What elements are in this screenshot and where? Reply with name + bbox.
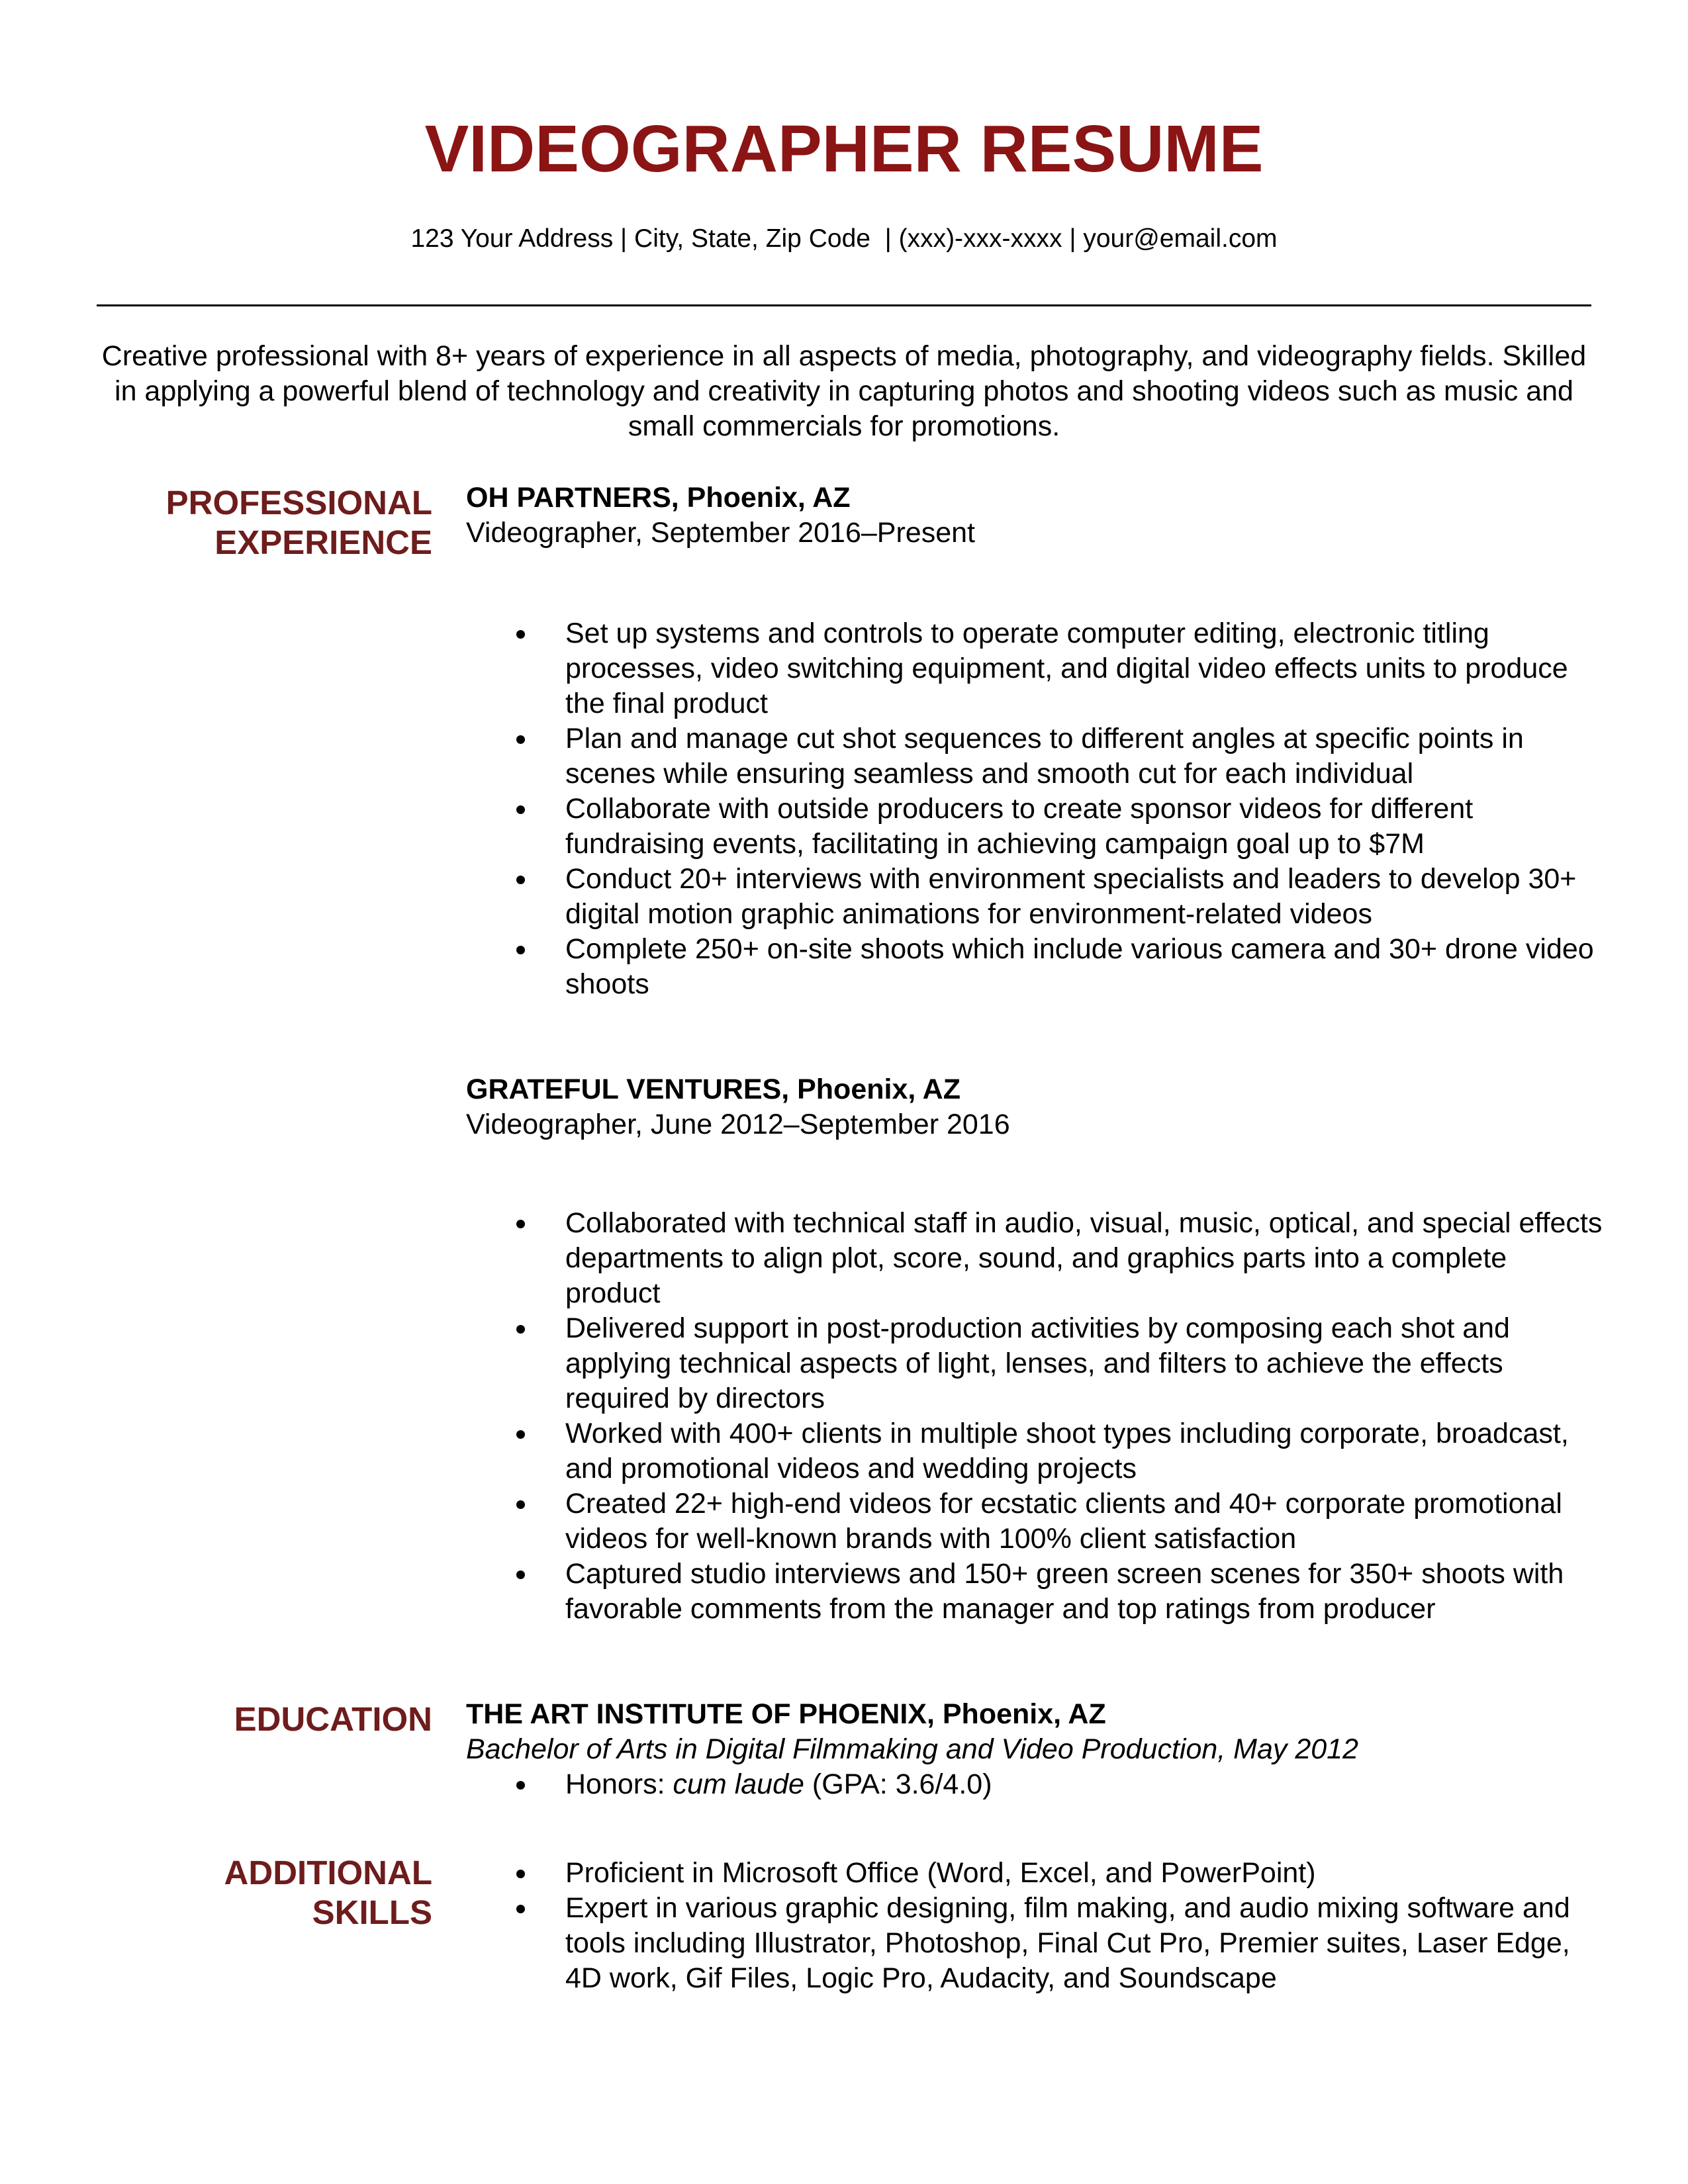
bullet-dot-icon [516,735,525,744]
bullet-dot-icon [516,1430,525,1439]
bullet-item [466,862,1605,932]
job-bullets [466,616,1605,1002]
bullet-text: Captured studio interviews and 150+ green screen scenes for 350+ shoots with favorable comments from the manager and top ratings from producer [565,1558,1564,1625]
bullet-text: Expert in various graphic designing, film making, and audio mixing software and tools including Illustrator, Photoshop, Final Cut Pro, Premier suites, Laser Edge, 4D work, Gif Files, Logic Pro, Audacity, and Soundscape [565,1892,1570,1994]
job-role: Videographer, June 2012–September 2016 [466,1109,1010,1140]
bullet-item [466,1856,1605,1891]
education-entry [466,1697,1605,1767]
bullet-item [466,1206,1605,1311]
bullet-item [466,1486,1605,1557]
bullet-dot-icon [516,1500,525,1509]
section-label-line: EXPERIENCE [214,523,432,561]
employer-name: OH PARTNERS, Phoenix, AZ [466,482,851,514]
bullet-text: Collaborate with outside producers to create sponsor videos for different fundraising events, facilitating in achieving campaign goal up to $7M [565,793,1474,860]
bullet-dot-icon [516,1220,525,1228]
bullet-item [466,1557,1605,1627]
bullet-text: Complete 250+ on-site shoots which include various camera and 30+ drone video shoots [565,933,1594,1000]
bullet-dot-icon [516,946,525,954]
section-label-line: EDUCATION [234,1700,432,1738]
bullet-item [466,616,1605,721]
section-label-experience [166,483,432,563]
bullet-item [466,1891,1605,1996]
job-role: Videographer, September 2016–Present [466,517,975,549]
bullet-dot-icon [516,1781,525,1790]
summary-paragraph: Creative professional with 8+ years of experience in all aspects of media, photography, and videography fields. Skilled in applying a powerful blend of technology and creativity in capturing photos and shooting videos such as music and small commercials for promotions. [101,340,1587,442]
bullet-text: Worked with 400+ clients in multiple shoot types including corporate, broadcast, and promotional videos and wedding projects [565,1418,1569,1484]
section-label-line: ADDITIONAL [224,1854,432,1891]
section-label-line: PROFESSIONAL [165,484,432,522]
bullet-item [466,932,1605,1002]
skills-bullets [466,1856,1605,1996]
bullet-item [466,792,1605,862]
bullet-dot-icon [516,1870,525,1878]
section-label-line: SKILLS [312,1893,432,1931]
section-label-education [234,1700,432,1739]
honors-suffix: (GPA: 3.6/4.0) [804,1768,992,1800]
school-name: THE ART INSTITUTE OF PHOENIX, Phoenix, AZ [466,1698,1106,1730]
bullet-text: Conduct 20+ interviews with environment specialists and leaders to develop 30+ digital motion graphic animations for environment-related videos [565,863,1577,930]
section-label-skills [224,1853,432,1933]
bullet-dot-icon [516,1905,525,1913]
bullet-dot-icon [516,876,525,884]
header-divider [97,304,1591,306]
bullet-text: Proficient in Microsoft Office (Word, Excel, and PowerPoint) [565,1857,1316,1889]
bullet-item [466,1767,1605,1802]
education-bullets [466,1767,1605,1802]
degree: Bachelor of Arts in Digital Filmmaking and Video Production, May 2012 [466,1733,1359,1765]
job-bullets [466,1206,1605,1627]
job-entry [466,480,1605,551]
bullet-text: Delivered support in post-production activities by composing each shot and applying technical aspects of light, lenses, and filters to achieve the effects required by directors [565,1312,1510,1414]
honors-italic: cum laude [673,1768,804,1800]
job-entry [466,1072,1605,1142]
bullet-dot-icon [516,630,525,639]
bullet-item [466,721,1605,792]
bullet-text: Plan and manage cut shot sequences to different angles at specific points in scenes while ensuring seamless and smooth cut for each individual [565,723,1524,790]
bullet-item [466,1311,1605,1416]
bullet-dot-icon [516,1325,525,1334]
contact-line: 123 Your Address | City, State, Zip Code | (xxx)-xxx-xxxx | your@email.com [410,224,1278,253]
employer-name: GRATEFUL VENTURES, Phoenix, AZ [466,1073,961,1105]
bullet-dot-icon [516,805,525,814]
honors-prefix: Honors: [565,1768,673,1800]
bullet-text: Collaborated with technical staff in audio, visual, music, optical, and special effects departments to align plot, score, sound, and graphics parts into a complete product [565,1207,1603,1309]
bullet-text: Set up systems and controls to operate computer editing, electronic titling processes, video switching equipment, and digital video effects units to produce the final product [565,617,1568,719]
bullet-item [466,1416,1605,1486]
resume-title: VIDEOGRAPHER RESUME [424,112,1264,186]
bullet-text: Created 22+ high-end videos for ecstatic clients and 40+ corporate promotional videos for well-known brands with 100% client satisfaction [565,1488,1562,1555]
bullet-dot-icon [516,1570,525,1579]
